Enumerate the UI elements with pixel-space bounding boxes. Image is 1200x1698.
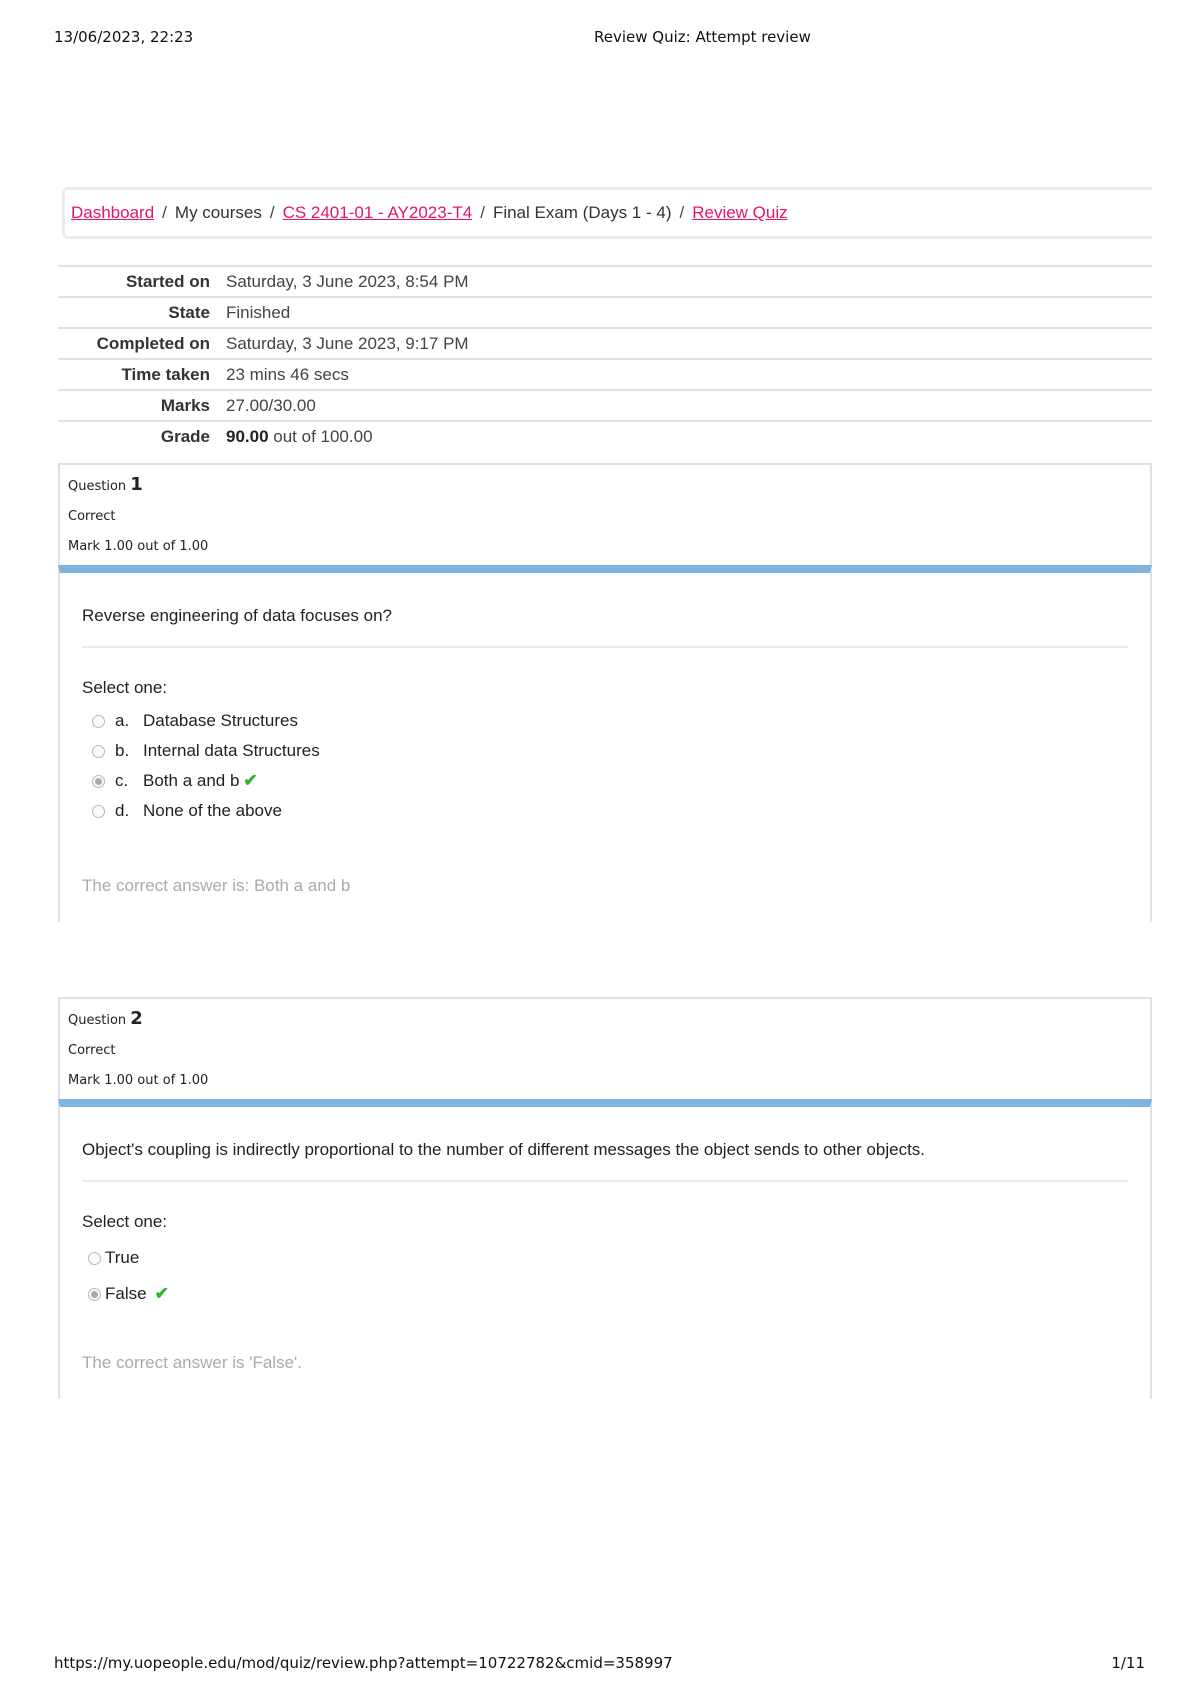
question-number-value: 1 — [130, 474, 143, 495]
question-label: Question — [68, 1013, 127, 1028]
summary-row-started-on — [58, 265, 1152, 296]
answer-letter: a. — [115, 711, 130, 730]
answer-text: Database Structures — [143, 711, 298, 730]
answer-text: True — [105, 1248, 140, 1267]
summary-value: Saturday, 3 June 2023, 9:17 PM — [226, 333, 469, 353]
select-one-prompt: Select one: — [82, 678, 168, 697]
answer-text: Both a and b — [143, 771, 240, 790]
question-number-value: 2 — [130, 1008, 143, 1029]
summary-row-state — [58, 296, 1152, 327]
print-page-title: Review Quiz: Attempt review — [594, 28, 811, 46]
question-feedback: The correct answer is 'False'. — [58, 1339, 1152, 1399]
summary-value: 27.00/30.00 — [226, 395, 316, 415]
question-state: Correct — [68, 1043, 116, 1058]
correct-check-icon: ✔ — [243, 771, 258, 790]
answer-option-false — [82, 1276, 1128, 1312]
summary-label: State — [168, 302, 210, 322]
question-grade: Mark 1.00 out of 1.00 — [68, 1073, 209, 1088]
radio-button[interactable] — [92, 715, 105, 728]
question-info — [58, 463, 1152, 565]
breadcrumb — [71, 203, 788, 223]
answer-letter: d. — [115, 801, 130, 820]
question-number — [68, 474, 1142, 502]
summary-value — [226, 427, 373, 447]
breadcrumb-separator: / — [679, 203, 685, 222]
print-page-number: 1/11 — [1111, 1654, 1145, 1672]
summary-row-completed-on — [58, 327, 1152, 358]
breadcrumb-final-exam: Final Exam (Days 1 - 4) — [492, 203, 672, 222]
summary-value: 23 mins 46 secs — [226, 364, 349, 384]
radio-button[interactable] — [92, 805, 105, 818]
question-text: Object's coupling is indirectly proportional to the number of different messages the object sends to other objects. — [82, 1107, 1128, 1182]
question-number — [68, 1008, 1142, 1036]
print-datetime: 13/06/2023, 22:23 — [54, 28, 194, 46]
breadcrumb-dashboard-link[interactable]: Dashboard — [71, 203, 155, 222]
answer-text: Internal data Structures — [143, 741, 320, 760]
summary-label: Completed on — [96, 333, 210, 353]
radio-button-selected[interactable] — [88, 1288, 101, 1301]
summary-value: Saturday, 3 June 2023, 8:54 PM — [226, 271, 469, 291]
radio-button[interactable] — [92, 745, 105, 758]
radio-button[interactable] — [88, 1252, 101, 1265]
answer-option-a — [82, 706, 1128, 736]
question-feedback: The correct answer is: Both a and b — [58, 862, 1152, 922]
answer-text: None of the above — [143, 801, 282, 820]
summary-row-grade — [58, 420, 1152, 451]
answer-option-true — [82, 1240, 1128, 1276]
radio-button-selected[interactable] — [92, 775, 105, 788]
breadcrumb-review-quiz-link[interactable]: Review Quiz — [692, 203, 788, 222]
question-formulation — [58, 565, 1152, 862]
breadcrumb-my-courses: My courses — [174, 203, 262, 222]
attempt-summary-table — [58, 265, 1152, 451]
question-state: Correct — [68, 509, 116, 524]
summary-value: Finished — [226, 302, 291, 322]
print-footer — [54, 1654, 1146, 1674]
summary-label: Started on — [125, 271, 210, 291]
breadcrumb-separator: / — [480, 203, 485, 222]
summary-row-time-taken — [58, 358, 1152, 389]
answer-letter: b. — [115, 741, 130, 760]
breadcrumb-separator: / — [269, 203, 275, 222]
correct-check-icon: ✔ — [154, 1284, 169, 1303]
answer-option-c — [82, 766, 1128, 796]
question-grade: Mark 1.00 out of 1.00 — [68, 539, 209, 554]
answer-letter: c. — [115, 771, 129, 790]
answer-text: False — [105, 1284, 147, 1303]
grade-out-of: out of 100.00 — [268, 426, 373, 446]
breadcrumb-container — [62, 187, 1152, 239]
summary-row-marks — [58, 389, 1152, 420]
question-text: Reverse engineering of data focuses on? — [82, 573, 1128, 648]
question-formulation — [58, 1099, 1152, 1339]
grade-score: 90.00 — [226, 426, 269, 446]
print-header — [54, 28, 1146, 48]
summary-label: Grade — [160, 426, 210, 446]
answer-option-b — [82, 736, 1128, 766]
answer-option-d — [82, 796, 1128, 826]
print-url: https://my.uopeople.edu/mod/quiz/review.php?attempt=10722782&cmid=358997 — [54, 1654, 673, 1672]
summary-label: Time taken — [121, 364, 210, 384]
question-label: Question — [68, 479, 127, 494]
question-1 — [58, 463, 1152, 922]
breadcrumb-separator: / — [162, 203, 167, 222]
question-info — [58, 997, 1152, 1099]
breadcrumb-course-link[interactable]: CS 2401-01 - AY2023-T4 — [282, 203, 473, 222]
select-one-prompt: Select one: — [82, 1212, 168, 1231]
summary-label: Marks — [160, 395, 210, 415]
question-2 — [58, 997, 1152, 1399]
